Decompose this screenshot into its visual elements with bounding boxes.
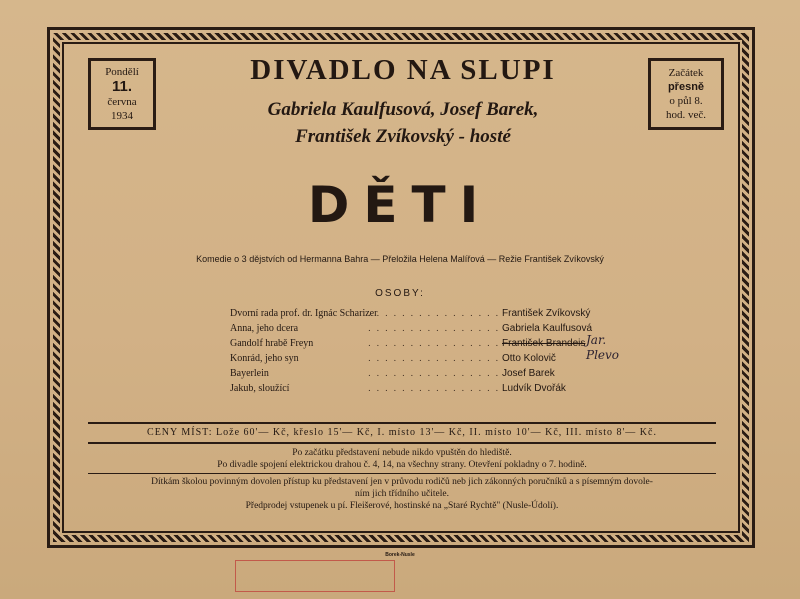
printer-imprint: Borek-Nusle: [385, 552, 415, 558]
cast-row: [230, 381, 630, 396]
cast-row: [230, 321, 630, 336]
date-month: června: [107, 96, 137, 108]
cast-role: Jakub, sloužící: [230, 383, 290, 394]
cast-actor: Gabriela Kaulfusová: [502, 323, 593, 334]
info-transport: Po divadle spojení elektrickou drahou č. 4, 14, na všechny strany. Otevření pokladny o 7. hodině.: [217, 460, 587, 470]
divider: [88, 473, 716, 474]
ticket-prices: CENY MÍST: Lože 60'— Kč, křeslo 15'— Kč, I. místo 13'— Kč, II. místo 10'— Kč, III. místo 8'— Kč.: [147, 427, 657, 438]
guests-line1: Gabriela Kaulfusová, Josef Barek,: [267, 99, 539, 120]
date-number: 11.: [111, 78, 133, 95]
cast-actor: František Zvíkovský: [502, 308, 591, 319]
cast-role: Dvorní rada prof. dr. Ignác Scharizer: [230, 308, 378, 319]
cast-actor: Otto Kolovič: [502, 353, 556, 364]
divider: [88, 442, 716, 444]
info-children: Dítkám školou povinným dovolen přístup ku představení jen v průvodu rodičů neb jich zákonných poručníků a s písemným dovole-: [151, 477, 653, 487]
cast-heading: OSOBY:: [375, 288, 425, 299]
start-line3: o půl 8.: [669, 95, 703, 107]
start-line1: Začátek: [668, 67, 704, 79]
play-title: DĚTI: [307, 176, 493, 234]
cast-dots: . . . . . . . . . . . . . . . .: [368, 368, 500, 378]
start-line4: hod. več.: [665, 109, 706, 121]
handwritten-replacement: Jar. Plevo: [586, 333, 620, 362]
archive-stamp: [235, 560, 395, 592]
cast-actor-struck: František Brandeis: [502, 338, 586, 349]
info-children-cont: ním jich třídního učitele.: [355, 489, 449, 499]
cast-dots: . . . . . . . . . . . . . . . .: [368, 383, 500, 393]
guests-line2: František Zvíkovský - hosté: [295, 126, 511, 147]
date-box: [88, 58, 156, 130]
info-presale: Předprodej vstupenek u pí. Fleišerové, hostinské na „Staré Rychtě" (Nusle-Údolí).: [245, 501, 559, 511]
play-subtitle: Komedie o 3 dějstvích od Hermanna Bahra — Přeložila Helena Malířová — Režie František Zvíkovský: [196, 254, 604, 264]
cast-role: Gandolf hrabě Freyn: [230, 338, 314, 349]
guest-actors: [160, 96, 646, 150]
cast-actor: Ludvík Dvořák: [502, 383, 566, 394]
cast-actor: Josef Barek: [502, 368, 555, 379]
cast-dots: . . . . . . . . . . . . . . . .: [368, 338, 500, 348]
date-year: 1934: [111, 110, 133, 122]
cast-role: Anna, jeho dcera: [230, 323, 299, 334]
start-line2: přesně: [667, 81, 705, 93]
divider: [88, 422, 716, 424]
cast-dots: . . . . . . . . . . . . . . . .: [368, 353, 500, 363]
cast-list: [230, 306, 630, 396]
cast-row: [230, 306, 630, 321]
cast-dots: . . . . . . . . . . . . . . . .: [368, 323, 500, 333]
cast-role: Konrád, jeho syn: [230, 353, 299, 364]
cast-row: [230, 366, 630, 381]
date-day: Pondělí: [105, 66, 139, 78]
cast-row: [230, 351, 630, 366]
info-latecomers: Po začátku představení nebude nikdo vpuštěn do hlediště.: [292, 448, 512, 458]
theatre-name: DIVADLO NA SLUPI: [250, 54, 556, 86]
cast-role: Bayerlein: [230, 368, 269, 379]
cast-dots: . . . . . . . . . . . . . . . .: [368, 308, 500, 318]
start-time-box: [648, 58, 724, 130]
